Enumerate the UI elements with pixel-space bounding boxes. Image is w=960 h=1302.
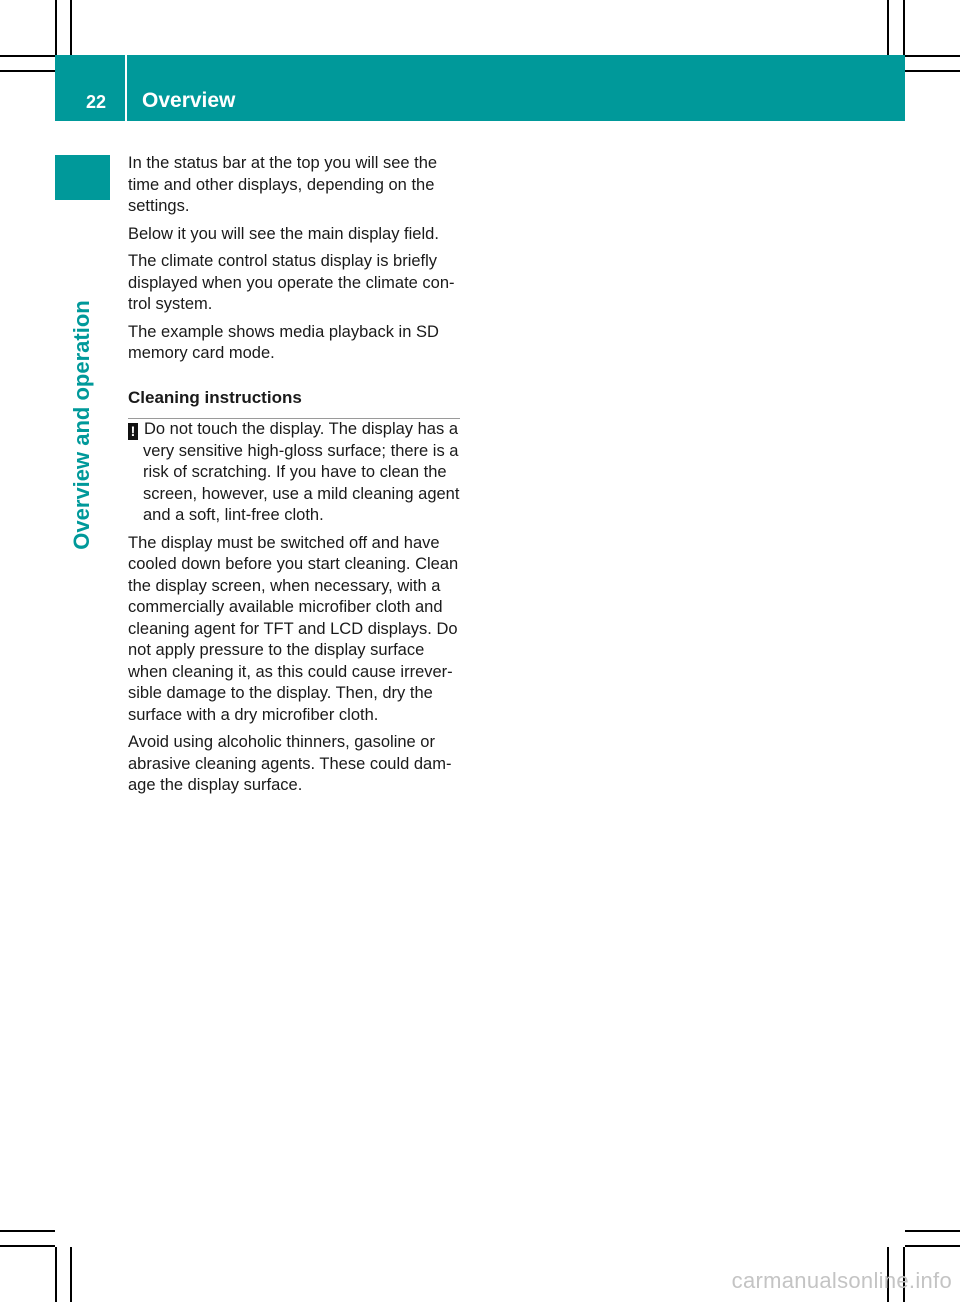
crop-mark (0, 55, 55, 57)
crop-mark (70, 0, 72, 55)
crop-mark (55, 1247, 57, 1302)
warning-icon: ! (128, 423, 138, 440)
crop-mark (70, 1247, 72, 1302)
chapter-side-tab: Overview and operation (69, 300, 94, 550)
main-content (128, 153, 460, 803)
notice-text: Do not touch the display. The display has a very sensitive high-gloss surface; there is a risk of scratching. If you have to clean the screen, however, use a mild cleaning agent and a soft, lint-free cloth. (143, 420, 460, 524)
crop-mark (905, 70, 960, 72)
crop-mark (55, 0, 57, 55)
paragraph: In the status bar at the top you will see the time and other displays, depending on the settings. (128, 154, 438, 215)
crop-mark (0, 1245, 55, 1247)
section-heading: Cleaning instructions (128, 387, 460, 420)
watermark: carmanualsonline.info (731, 1268, 952, 1293)
side-tab-marker (55, 155, 110, 200)
notice (128, 419, 460, 527)
crop-mark (905, 1230, 960, 1232)
paragraph: Below it you will see the main display field. (128, 224, 439, 243)
paragraph: The display must be switched off and have cooled down before you start cleaning. Clean the display screen, when necessary, with a commercially available microfiber cloth and cleaning agent for TFT and LCD displays. Do not apply pressure to the display surface when cleaning it, as this could cause irrever- sible damage to the display. Then, dry the surface with a dry microfiber cloth. (128, 533, 459, 724)
page-number: 22 (86, 92, 107, 112)
crop-mark (887, 0, 889, 55)
crop-mark (905, 55, 960, 57)
paragraph: Avoid using alcoholic thinners, gasoline or abrasive cleaning agents. These could dam- age the display surface. (128, 733, 452, 794)
header-divider (125, 55, 127, 121)
crop-mark (903, 0, 905, 55)
paragraph: The climate control status display is briefly displayed when you operate the climate con- trol system. (128, 252, 455, 313)
crop-mark (0, 70, 55, 72)
crop-mark (905, 1245, 960, 1247)
page-title: Overview (142, 89, 236, 112)
crop-mark (0, 1230, 55, 1232)
paragraph: The example shows media playback in SD memory card mode. (128, 322, 439, 362)
